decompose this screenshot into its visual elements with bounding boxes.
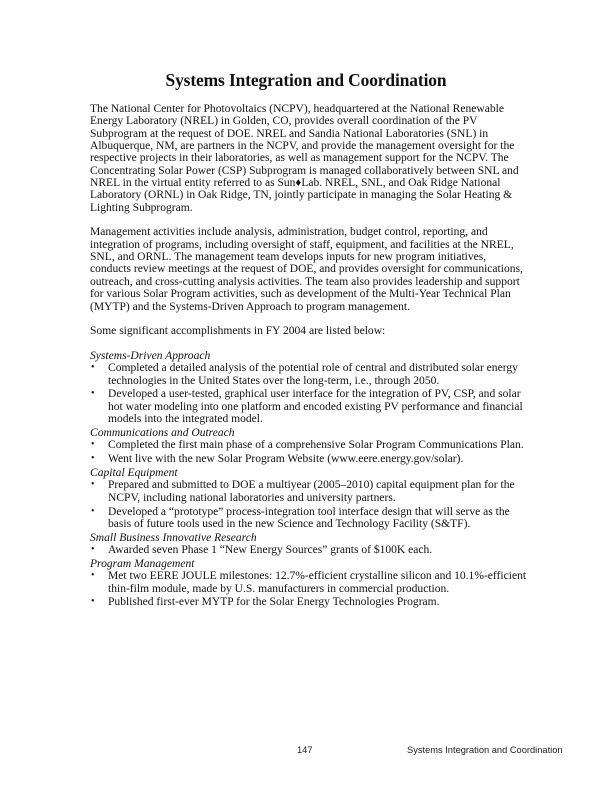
bullet-icon: • <box>91 439 95 451</box>
bullet-icon: • <box>91 544 95 556</box>
section-heading: Communications and Outreach <box>90 426 235 439</box>
bullet-icon: • <box>91 453 95 465</box>
list-item <box>90 439 530 451</box>
list-item <box>90 544 530 556</box>
list-item <box>90 388 530 425</box>
list-item <box>90 453 530 465</box>
section-systems-driven-approach <box>90 350 530 426</box>
section-heading: Capital Equipment <box>90 466 178 479</box>
intro-paragraph: The National Center for Photovoltaics (NCPV), headquartered at the National Renewable Energy Laboratory (NREL) in Golden, CO, provides overall coordination of the PV Subprogram at the request of DOE. NREL and Sandia National Laboratories (SNL) in Albuquerque, NM, are partners in the NCPV, and provide the management oversight for the respective projects in their laboratories, as well as management support for the NCPV. The Concentrating Solar Power (CSP) Subprogram is managed collaboratively between SNL and NREL in the virtual entity referred to as Sun♦Lab. NREL, SNL, and Oak Ridge National Laboratory (ORNL) in Oak Ridge, TN, jointly participate in managing the Solar Heating & Lighting Subprogram. <box>90 103 519 214</box>
list-item-text: Completed a detailed analysis of the potential role of central and distributed solar energy technologies in the United States over the long-term, i.e., through 2050. <box>108 362 518 387</box>
list-item-text: Went live with the new Solar Program Website (www.eere.energy.gov/solar). <box>108 453 464 466</box>
list-item-text: Published first-ever MYTP for the Solar Energy Technologies Program. <box>108 596 440 609</box>
list-item <box>90 596 530 608</box>
list-item-text: Prepared and submitted to DOE a multiyear (2005–2010) capital equipment plan for the NCPV, including national laboratories and university partners. <box>108 479 515 504</box>
list-item <box>90 570 530 595</box>
bullet-icon: • <box>91 505 95 517</box>
section-small-business-innovative-research <box>90 532 530 557</box>
list-item-text: Awarded seven Phase 1 “New Energy Sources” grants of $100K each. <box>108 544 433 557</box>
section-heading: Small Business Innovative Research <box>90 531 257 544</box>
page-title: Systems Integration and Coordination <box>165 70 447 90</box>
section-communications-and-outreach <box>90 427 530 466</box>
management-paragraph: Management activities include analysis, administration, budget control, reporting, and integration of programs, including oversight of staff, equipment, and facilities at the NREL, SNL, and ORNL. The management team develops inputs for new program initiatives, conducts review meetings at the request of DOE, and provides oversight for communications, outreach, and cross-cutting analysis activities. The team also provides leadership and support for various Solar Program activities, such as development of the Multi-Year Technical Plan (MYTP) and the Systems-Driven Approach to program management. <box>90 226 523 313</box>
bullet-list <box>90 439 530 465</box>
list-item <box>90 506 530 531</box>
section-heading: Program Management <box>90 557 195 570</box>
bullet-icon: • <box>91 362 95 374</box>
list-item-text: Met two EERE JOULE milestones: 12.7%-efficient crystalline silicon and 10.1%-efficient thin-film module, made by U.S. manufacturers in commercial production. <box>108 570 527 595</box>
bullet-list <box>90 362 530 425</box>
document-body <box>90 103 530 610</box>
bullet-list <box>90 479 530 530</box>
page-number: 147 <box>297 745 313 755</box>
bullet-list <box>90 544 530 556</box>
bullet-icon: • <box>91 388 95 400</box>
section-heading: Systems-Driven Approach <box>90 349 211 362</box>
accomplishments-intro: Some significant accomplishments in FY 2004 are listed below: <box>90 325 386 338</box>
section-program-management <box>90 558 530 609</box>
list-item <box>90 362 530 387</box>
list-item-text: Completed the first main phase of a comprehensive Solar Program Communications Plan. <box>108 439 524 452</box>
bullet-icon: • <box>91 479 95 491</box>
bullet-icon: • <box>91 570 95 582</box>
section-capital-equipment <box>90 467 530 530</box>
list-item-text: Developed a “prototype” process-integration tool interface design that will serve as the basis of future tools used in the new Science and Technology Facility (S&TF). <box>108 505 510 530</box>
bullet-icon: • <box>91 596 95 608</box>
footer-section-title: Systems Integration and Coordination <box>407 745 563 755</box>
list-item-text: Developed a user-tested, graphical user interface for the integration of PV, CSP, and solar hot water modeling into one platform and encoded existing PV performance and financial models into the integrated model. <box>108 388 523 426</box>
list-item <box>90 479 530 504</box>
bullet-list <box>90 570 530 609</box>
